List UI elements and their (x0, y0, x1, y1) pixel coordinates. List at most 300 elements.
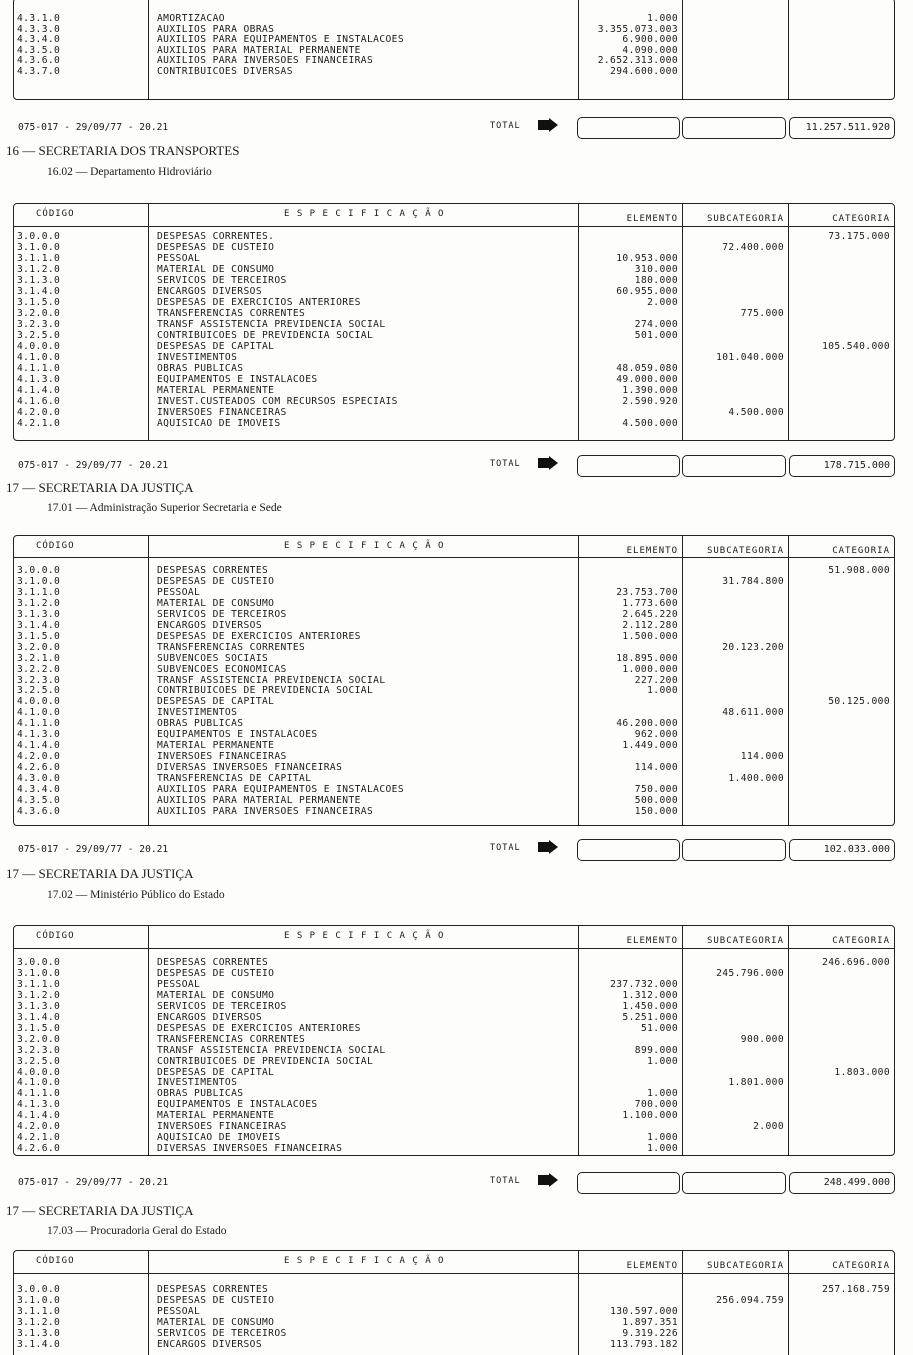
row-specification: DESPESAS CORRENTES (157, 565, 269, 576)
header-subcategoria: SUBCATEGORIA (706, 214, 784, 224)
row-code: 4.1.3.0 (17, 1099, 61, 1111)
row-code: 4.3.3.0 (17, 23, 61, 35)
table-row (14, 1023, 894, 1034)
row-code: 3.1.1.0 (17, 253, 61, 264)
row-specification: DESPESAS DE EXERCICIOS ANTERIORES (157, 1022, 361, 1034)
row-code: 4.0.0.0 (17, 341, 61, 352)
row-code: 3.2.3.0 (17, 674, 61, 686)
row-code: 3.1.3.0 (17, 1327, 61, 1339)
row-elemento: 6.900.000 (622, 34, 678, 46)
row-code: 4.2.0.0 (17, 1121, 61, 1133)
row-specification: DESPESAS DE CAPITAL (157, 1066, 275, 1078)
row-code: 3.2.3.0 (17, 1044, 61, 1056)
section-heading: 16 — SECRETARIA DOS TRANSPORTES (6, 143, 240, 158)
row-categoria: 246.696.000 (822, 957, 890, 968)
row-code: 3.2.3.0 (17, 319, 61, 330)
table-row (14, 1034, 894, 1045)
row-specification: MATERIAL PERMANENTE (157, 1110, 275, 1122)
table-row (14, 341, 894, 352)
row-specification: TRANSFERENCIAS CORRENTES (157, 308, 306, 319)
row-elemento: 113.793.182 (610, 1338, 678, 1350)
header-codigo: CÓDIGO (36, 1256, 75, 1266)
row-code: 4.3.6.0 (17, 55, 61, 67)
table-row (14, 806, 894, 817)
table-row (14, 385, 894, 396)
row-specification: DESPESAS DE CUSTEIO (157, 242, 275, 253)
row-specification: CONTRIBUICOES DE PREVIDENCIA SOCIAL (157, 1055, 374, 1067)
row-elemento: 48.059.080 (616, 363, 678, 374)
row-code: 3.1.2.0 (17, 1316, 61, 1328)
total-elemento-box (577, 839, 680, 861)
table-row (14, 66, 894, 77)
row-code: 4.1.3.0 (17, 374, 61, 385)
row-subcategoria: 20.123.200 (722, 641, 784, 653)
row-specification: AQUISICAO DE IMOVEIS (157, 1132, 281, 1144)
row-code: 3.1.1.0 (17, 978, 61, 990)
total-elemento-box (577, 1172, 680, 1194)
header-categoria: CATEGORIA (832, 936, 890, 946)
row-elemento: 1.000 (647, 13, 678, 24)
row-elemento: 1.449.000 (622, 740, 678, 752)
row-elemento: 1.000 (647, 685, 678, 697)
row-specification: AMORTIZACAO (157, 13, 225, 24)
header-especificacao: E S P E C I F I C A Ç Ã O (284, 541, 445, 551)
header-subcategoria: SUBCATEGORIA (706, 936, 784, 946)
row-specification: DESPESAS DE CAPITAL (157, 696, 275, 708)
section-heading: 17 — SECRETARIA DA JUSTIÇA (6, 1203, 194, 1218)
table-row (14, 642, 894, 653)
row-code: 3.1.4.0 (17, 619, 61, 631)
row-subcategoria: 101.040.000 (716, 352, 784, 363)
row-elemento: 1.000 (647, 1132, 678, 1144)
row-specification: DESPESAS DE CUSTEIO (157, 967, 275, 979)
table-row (14, 576, 894, 587)
header-elemento: ELEMENTO (626, 1261, 678, 1271)
row-elemento: 10.953.000 (616, 253, 678, 264)
row-specification: DESPESAS DE CAPITAL (157, 341, 275, 352)
print-stamp: 075-017 - 29/09/77 - 20.21 (18, 1177, 169, 1188)
row-subcategoria: 4.500.000 (728, 407, 784, 418)
row-elemento: 60.955.000 (616, 286, 678, 297)
row-elemento: 1.100.000 (622, 1110, 678, 1122)
row-elemento: 1.312.000 (622, 989, 678, 1001)
row-specification: SUBVENCOES ECONOMICAS (157, 663, 287, 675)
row-code: 4.3.4.0 (17, 784, 61, 795)
row-elemento: 2.112.280 (622, 619, 678, 631)
table-header (14, 1251, 894, 1274)
table-row (14, 308, 894, 319)
row-code: 3.1.1.0 (17, 586, 61, 598)
row-code: 3.0.0.0 (17, 957, 61, 968)
table-row (14, 1077, 894, 1088)
row-specification: EQUIPAMENTOS E INSTALACOES (157, 374, 318, 385)
row-specification: DESPESAS DE EXERCICIOS ANTERIORES (157, 297, 361, 308)
row-specification: INVERSOES FINANCEIRAS (157, 751, 287, 763)
table-row (14, 297, 894, 308)
row-code: 3.2.0.0 (17, 641, 61, 653)
row-subcategoria: 114.000 (740, 751, 784, 763)
row-elemento: 962.000 (634, 729, 678, 741)
table-row (14, 957, 894, 968)
total-subcategoria-box (682, 455, 786, 477)
table-row (14, 374, 894, 385)
row-elemento: 1.500.000 (622, 630, 678, 642)
arrow-right-icon (538, 456, 558, 470)
row-elemento: 227.200 (634, 674, 678, 686)
row-code: 4.0.0.0 (17, 696, 61, 708)
row-code: 3.1.5.0 (17, 297, 61, 308)
row-specification: SERVICOS DE TERCEIROS (157, 275, 287, 286)
row-subcategoria: 1.801.000 (728, 1077, 784, 1089)
row-subcategoria: 775.000 (740, 308, 784, 319)
arrow-right-icon (538, 1173, 558, 1187)
row-specification: DESPESAS DE CUSTEIO (157, 575, 275, 587)
row-code: 3.0.0.0 (17, 231, 61, 242)
table-row (14, 1339, 894, 1350)
row-specification: CONTRIBUICOES DE PREVIDENCIA SOCIAL (157, 685, 374, 697)
row-specification: OBRAS PUBLICAS (157, 363, 244, 374)
row-elemento: 3.355.073.003 (597, 23, 678, 35)
budget-table (13, 535, 895, 826)
row-categoria: 257.168.759 (822, 1284, 890, 1295)
table-row (14, 729, 894, 740)
row-code: 4.1.6.0 (17, 396, 61, 407)
row-code: 3.1.2.0 (17, 597, 61, 609)
table-row (14, 1012, 894, 1023)
row-subcategoria: 900.000 (740, 1033, 784, 1045)
row-subcategoria: 245.796.000 (716, 967, 784, 979)
row-specification: PESSOAL (157, 978, 201, 990)
row-elemento: 1.000 (647, 1088, 678, 1100)
row-subcategoria: 48.611.000 (722, 707, 784, 719)
row-code: 4.3.1.0 (17, 13, 61, 24)
row-specification: INVESTIMENTOS (157, 707, 238, 719)
table-row (14, 24, 894, 35)
table-footer (0, 117, 913, 141)
row-code: 3.1.0.0 (17, 242, 61, 253)
table-row (14, 968, 894, 979)
table-row (14, 1110, 894, 1121)
row-specification: TRANSF ASSISTENCIA PREVIDENCIA SOCIAL (157, 674, 386, 686)
row-specification: AUXILIOS PARA OBRAS (157, 23, 275, 35)
row-specification: TRANSFERENCIAS DE CAPITAL (157, 773, 312, 785)
row-elemento: 51.000 (640, 1022, 678, 1034)
row-code: 3.2.5.0 (17, 685, 61, 697)
row-elemento: 46.200.000 (616, 718, 678, 730)
row-categoria: 73.175.000 (828, 231, 890, 242)
table-row (14, 319, 894, 330)
table-row (14, 1132, 894, 1143)
row-specification: OBRAS PUBLICAS (157, 1088, 244, 1100)
row-specification: SERVICOS DE TERCEIROS (157, 1327, 287, 1339)
row-specification: ENCARGOS DIVERSOS (157, 619, 262, 631)
row-specification: OBRAS PUBLICAS (157, 718, 244, 730)
row-code: 4.2.0.0 (17, 751, 61, 763)
row-code: 4.1.3.0 (17, 729, 61, 741)
row-elemento: 2.000 (647, 297, 678, 308)
table-row (14, 1045, 894, 1056)
table-row (14, 587, 894, 598)
table-row (14, 762, 894, 773)
row-code: 3.0.0.0 (17, 565, 61, 576)
table-row (14, 352, 894, 363)
header-codigo: CÓDIGO (36, 209, 75, 219)
table-row (14, 1284, 894, 1295)
row-code: 3.0.0.0 (17, 1284, 61, 1295)
row-code: 3.1.4.0 (17, 1011, 61, 1023)
section-subheading: 17.02 — Ministério Público do Estado (47, 889, 225, 901)
row-code: 4.2.1.0 (17, 1132, 61, 1144)
row-specification: INVEST.CUSTEADOS COM RECURSOS ESPECIAIS (157, 396, 398, 407)
table-row (14, 631, 894, 642)
table-row (14, 55, 894, 66)
table-row (14, 275, 894, 286)
row-specification: DIVERSAS INVERSOES FINANCEIRAS (157, 1143, 343, 1155)
table-row (14, 407, 894, 418)
row-code: 3.1.0.0 (17, 967, 61, 979)
table-row (14, 707, 894, 718)
row-elemento: 899.000 (634, 1044, 678, 1056)
budget-table (13, 925, 895, 1156)
header-categoria: CATEGORIA (832, 1261, 890, 1271)
table-row (14, 565, 894, 576)
arrow-right-icon (538, 118, 558, 132)
table-row (14, 1121, 894, 1132)
table-row (14, 45, 894, 56)
row-elemento: 23.753.700 (616, 586, 678, 598)
row-specification: PESSOAL (157, 253, 201, 264)
row-specification: TRANSFERENCIAS CORRENTES (157, 1033, 306, 1045)
row-code: 3.1.3.0 (17, 1000, 61, 1012)
table-row (14, 1099, 894, 1110)
table-row (14, 286, 894, 297)
table-row (14, 1328, 894, 1339)
row-specification: INVESTIMENTOS (157, 1077, 238, 1089)
table-row (14, 979, 894, 990)
row-code: 3.2.0.0 (17, 1033, 61, 1045)
row-elemento: 1.000 (647, 1143, 678, 1155)
row-code: 4.1.0.0 (17, 352, 61, 363)
row-subcategoria: 2.000 (753, 1121, 784, 1133)
row-specification: MATERIAL DE CONSUMO (157, 1316, 275, 1328)
total-label: TOTAL (490, 843, 521, 853)
table-row (14, 418, 894, 429)
arrow-right-icon (538, 840, 558, 854)
row-elemento: 237.732.000 (610, 978, 678, 990)
header-categoria: CATEGORIA (832, 214, 890, 224)
table-row (14, 784, 894, 795)
row-specification: AUXILIOS PARA INVERSOES FINANCEIRAS (157, 55, 374, 67)
row-code: 4.2.6.0 (17, 762, 61, 774)
row-specification: AUXILIOS PARA EQUIPAMENTOS E INSTALACOES (157, 34, 405, 46)
header-codigo: CÓDIGO (36, 541, 75, 551)
total-elemento-box (577, 117, 680, 139)
table-footer (0, 839, 913, 863)
table-row (14, 34, 894, 45)
row-specification: PESSOAL (157, 586, 201, 598)
total-categoria-box: 11.257.511.920 (789, 117, 895, 139)
row-code: 4.3.4.0 (17, 34, 61, 46)
row-code: 3.2.2.0 (17, 663, 61, 675)
print-stamp: 075-017 - 29/09/77 - 20.21 (18, 460, 169, 471)
total-label: TOTAL (490, 121, 521, 131)
total-elemento-box (577, 455, 680, 477)
print-stamp: 075-017 - 29/09/77 - 20.21 (18, 844, 169, 855)
row-code: 4.2.0.0 (17, 407, 61, 418)
header-especificacao: E S P E C I F I C A Ç Ã O (284, 1256, 445, 1266)
table-row (14, 740, 894, 751)
table-row (14, 1067, 894, 1078)
row-code: 3.1.5.0 (17, 1022, 61, 1034)
row-categoria: 50.125.000 (828, 696, 890, 708)
row-code: 3.1.2.0 (17, 989, 61, 1001)
row-elemento: 130.597.000 (610, 1305, 678, 1317)
section-heading: 17 — SECRETARIA DA JUSTIÇA (6, 866, 194, 881)
table-row (14, 396, 894, 407)
print-stamp: 075-017 - 29/09/77 - 20.21 (18, 122, 169, 133)
row-code: 3.1.4.0 (17, 286, 61, 297)
table-footer (0, 455, 913, 479)
table-row (14, 664, 894, 675)
row-code: 4.1.1.0 (17, 718, 61, 730)
table-row (14, 609, 894, 620)
table-row (14, 1056, 894, 1067)
row-elemento: 1.390.000 (622, 385, 678, 396)
table-row (14, 773, 894, 784)
row-code: 4.3.5.0 (17, 794, 61, 806)
budget-table (13, 203, 895, 441)
table-row (14, 598, 894, 609)
section-heading: 17 — SECRETARIA DA JUSTIÇA (6, 480, 194, 495)
table-footer (0, 1172, 913, 1196)
row-specification: SUBVENCOES SOCIAIS (157, 652, 269, 664)
row-specification: AUXILIOS PARA EQUIPAMENTOS E INSTALACOES (157, 784, 405, 795)
row-elemento: 180.000 (634, 275, 678, 286)
row-specification: MATERIAL DE CONSUMO (157, 264, 275, 275)
total-categoria-box: 102.033.000 (789, 839, 895, 861)
row-specification: MATERIAL PERMANENTE (157, 740, 275, 752)
table-row (14, 242, 894, 253)
table-row (14, 330, 894, 341)
row-elemento: 4.090.000 (622, 44, 678, 56)
total-categoria-box: 248.499.000 (789, 1172, 895, 1194)
row-elemento: 2.590.920 (622, 396, 678, 407)
row-code: 3.2.5.0 (17, 1055, 61, 1067)
header-especificacao: E S P E C I F I C A Ç Ã O (284, 209, 445, 219)
section-subheading: 17.01 — Administração Superior Secretaria e Sede (47, 502, 282, 514)
table-row (14, 1295, 894, 1306)
row-code: 3.1.0.0 (17, 575, 61, 587)
row-code: 3.1.1.0 (17, 1305, 61, 1317)
row-code: 4.1.1.0 (17, 1088, 61, 1100)
row-elemento: 2.645.220 (622, 608, 678, 620)
table-row (14, 231, 894, 242)
row-categoria: 51.908.000 (828, 565, 890, 576)
table-row (14, 653, 894, 664)
row-elemento: 49.000.000 (616, 374, 678, 385)
table-row (14, 1306, 894, 1317)
section-subheading: 16.02 — Departamento Hidroviário (47, 166, 212, 178)
row-specification: AUXILIOS PARA MATERIAL PERMANENTE (157, 44, 361, 56)
row-specification: PESSOAL (157, 1305, 201, 1317)
row-elemento: 294.600.000 (610, 66, 678, 77)
row-elemento: 150.000 (634, 805, 678, 817)
table-row (14, 253, 894, 264)
row-specification: DESPESAS CORRENTES. (157, 231, 275, 242)
row-elemento: 2.652.313.000 (597, 55, 678, 67)
header-subcategoria: SUBCATEGORIA (706, 1261, 784, 1271)
row-elemento: 1.000 (647, 1055, 678, 1067)
row-code: 3.1.3.0 (17, 275, 61, 286)
header-categoria: CATEGORIA (832, 546, 890, 556)
row-code: 4.1.4.0 (17, 385, 61, 396)
row-code: 4.2.6.0 (17, 1143, 61, 1155)
row-code: 3.1.2.0 (17, 264, 61, 275)
row-specification: EQUIPAMENTOS E INSTALACOES (157, 729, 318, 741)
row-elemento: 1.897.351 (622, 1316, 678, 1328)
table-header (14, 536, 894, 558)
row-specification: DESPESAS CORRENTES (157, 957, 269, 968)
table-row (14, 1317, 894, 1328)
table-row (14, 13, 894, 24)
row-elemento: 310.000 (634, 264, 678, 275)
row-specification: INVESTIMENTOS (157, 352, 238, 363)
row-specification: MATERIAL DE CONSUMO (157, 597, 275, 609)
row-code: 4.1.0.0 (17, 1077, 61, 1089)
row-specification: INVERSOES FINANCEIRAS (157, 1121, 287, 1133)
table-row (14, 264, 894, 275)
table-row (14, 1088, 894, 1099)
row-elemento: 1.000.000 (622, 663, 678, 675)
row-specification: SERVICOS DE TERCEIROS (157, 1000, 287, 1012)
row-elemento: 274.000 (634, 319, 678, 330)
row-code: 4.3.0.0 (17, 773, 61, 785)
row-specification: EQUIPAMENTOS E INSTALACOES (157, 1099, 318, 1111)
row-specification: ENCARGOS DIVERSOS (157, 1338, 262, 1350)
row-code: 4.3.7.0 (17, 66, 61, 77)
header-subcategoria: SUBCATEGORIA (706, 546, 784, 556)
row-specification: TRANSF ASSISTENCIA PREVIDENCIA SOCIAL (157, 319, 386, 330)
table-row (14, 675, 894, 686)
row-specification: DESPESAS DE EXERCICIOS ANTERIORES (157, 630, 361, 642)
row-code: 4.3.5.0 (17, 44, 61, 56)
total-categoria-box: 178.715.000 (789, 455, 895, 477)
row-specification: MATERIAL DE CONSUMO (157, 989, 275, 1001)
row-code: 4.3.6.0 (17, 805, 61, 817)
table-row (14, 990, 894, 1001)
table-row (14, 363, 894, 374)
row-code: 4.1.0.0 (17, 707, 61, 719)
header-especificacao: E S P E C I F I C A Ç Ã O (284, 931, 445, 941)
table-header (14, 204, 894, 227)
row-elemento: 114.000 (634, 762, 678, 774)
row-specification: TRANSFERENCIAS CORRENTES (157, 641, 306, 653)
row-code: 3.1.4.0 (17, 1338, 61, 1350)
total-label: TOTAL (490, 459, 521, 469)
header-elemento: ELEMENTO (626, 214, 678, 224)
row-subcategoria: 1.400.000 (728, 773, 784, 785)
row-code: 4.1.1.0 (17, 363, 61, 374)
row-code: 4.0.0.0 (17, 1066, 61, 1078)
row-code: 3.2.1.0 (17, 652, 61, 664)
row-specification: TRANSF ASSISTENCIA PREVIDENCIA SOCIAL (157, 1044, 386, 1056)
table-row (14, 795, 894, 806)
row-elemento: 501.000 (634, 330, 678, 341)
row-specification: DESPESAS DE CUSTEIO (157, 1294, 275, 1306)
row-elemento: 700.000 (634, 1099, 678, 1111)
row-specification: ENCARGOS DIVERSOS (157, 286, 262, 297)
total-subcategoria-box (682, 839, 786, 861)
